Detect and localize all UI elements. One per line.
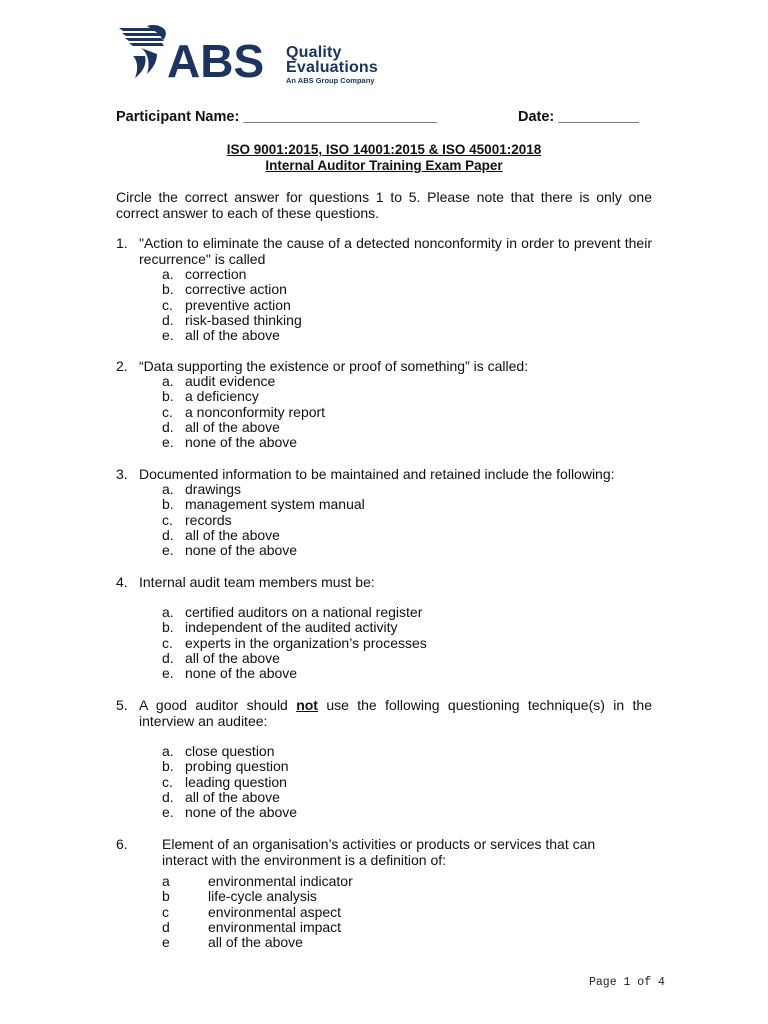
option-letter: d. [162,527,174,544]
question-text: Internal audit team members must be: [139,574,375,590]
option-text: all of the above [208,934,303,951]
question-text-emphasis: not [296,697,318,713]
option-letter: a. [162,481,174,497]
page-number: Page 1 of 4 [589,976,665,989]
option-letter: e. [162,327,174,344]
option-letter: d. [162,650,174,667]
option-text: close question [185,743,275,759]
option-letter: e. [162,804,174,821]
option-text: leading question [185,773,287,790]
exam-title-line1: ISO 9001:2015, ISO 14001:2015 & ISO 45001:2018 [226,142,542,157]
option-letter: a. [162,373,174,389]
option-text: risk-based thinking [185,312,302,329]
question-text: "Action to eliminate the cause of a detected nonconformity in order to prevent their [139,235,652,251]
option-letter: b. [162,758,174,775]
option-letter: b. [162,281,174,298]
option-letter: c. [162,634,173,651]
brand-tagline: An ABS Group Company [286,76,375,85]
option-text: preventive action [185,296,291,313]
exam-title-line2: Internal Auditor Training Exam Paper [265,158,503,173]
question-text [139,697,652,713]
option-text: independent of the audited activity [185,619,398,636]
participant-name-field: Participant Name: ________________________ [116,109,437,125]
option-letter: a. [162,266,174,282]
instructions-line1: Circle the correct answer for questions 1 to 5. Please note that there is only one [116,189,652,205]
option-text: management system manual [185,496,365,513]
option-letter: b. [162,619,174,636]
option-text: all of the above [185,650,280,667]
question-number: 1. [116,235,128,251]
option-letter: b. [162,496,174,513]
option-text: all of the above [185,789,280,806]
question-text: “Data supporting the existence or proof of something” is called: [139,358,529,374]
option-text: records [185,511,232,528]
option-text: probing question [185,758,289,775]
option-text: none of the above [185,542,298,559]
option-letter: d [162,919,170,936]
option-text: none of the above [185,665,298,682]
question-number: 5. [116,697,128,713]
option-text: environmental aspect [208,903,342,920]
question-text: interview an auditee: [139,713,268,729]
question-text: Documented information to be maintained and retained include the following: [139,466,615,482]
option-text: none of the above [185,434,298,451]
option-letter: e. [162,665,174,682]
option-letter: a. [162,604,174,620]
option-letter: c. [162,296,173,313]
option-text: experts in the organization’s processes [185,634,427,651]
option-text: none of the above [185,804,298,821]
option-letter: a [162,873,170,889]
question-number: 2. [116,358,128,374]
question-text-post: use the following questioning technique(s) in the [317,697,652,713]
option-text: environmental impact [208,919,342,936]
option-letter: b [162,888,170,905]
option-letter: c. [162,773,173,790]
option-text: all of the above [185,327,280,344]
brand-line2: Evaluations [286,59,379,76]
option-text: environmental indicator [208,873,353,889]
option-letter: c. [162,403,173,420]
option-letter: c [162,903,169,920]
option-letter: d. [162,789,174,806]
option-text: all of the above [185,419,280,436]
brand-line1: Quality [286,44,342,61]
question-text: recurrence" is called [139,251,266,267]
option-letter: b. [162,388,174,405]
option-letter: a. [162,743,174,759]
eagle-emblem-icon [117,22,287,84]
instructions-line2: correct answer to each of these questions. [116,205,380,221]
option-text: all of the above [185,527,280,544]
question-number: 3. [116,466,128,482]
question-number: 6. [116,836,128,852]
option-letter: d. [162,419,174,436]
option-text: correction [185,266,247,282]
abs-logo [117,22,407,88]
question-text-pre: A good auditor should [139,697,297,713]
question-number: 4. [116,574,128,590]
option-letter: d. [162,312,174,329]
option-letter: c. [162,511,173,528]
option-letter: e. [162,542,174,559]
question-text: Element of an organisation’s activities or products or services that can [162,836,596,852]
option-text: corrective action [185,281,287,298]
logo-text: ABS [167,35,265,84]
option-text: life-cycle analysis [208,888,317,905]
option-text: audit evidence [185,373,276,389]
option-text: a deficiency [185,388,259,405]
option-letter: e [162,934,170,951]
option-letter: e. [162,434,174,451]
option-text: drawings [185,481,242,497]
question-text: interact with the environment is a definition of: [162,852,447,868]
option-text: certified auditors on a national register [185,604,423,620]
date-field: Date: __________ [518,109,639,125]
option-text: a nonconformity report [185,403,326,420]
